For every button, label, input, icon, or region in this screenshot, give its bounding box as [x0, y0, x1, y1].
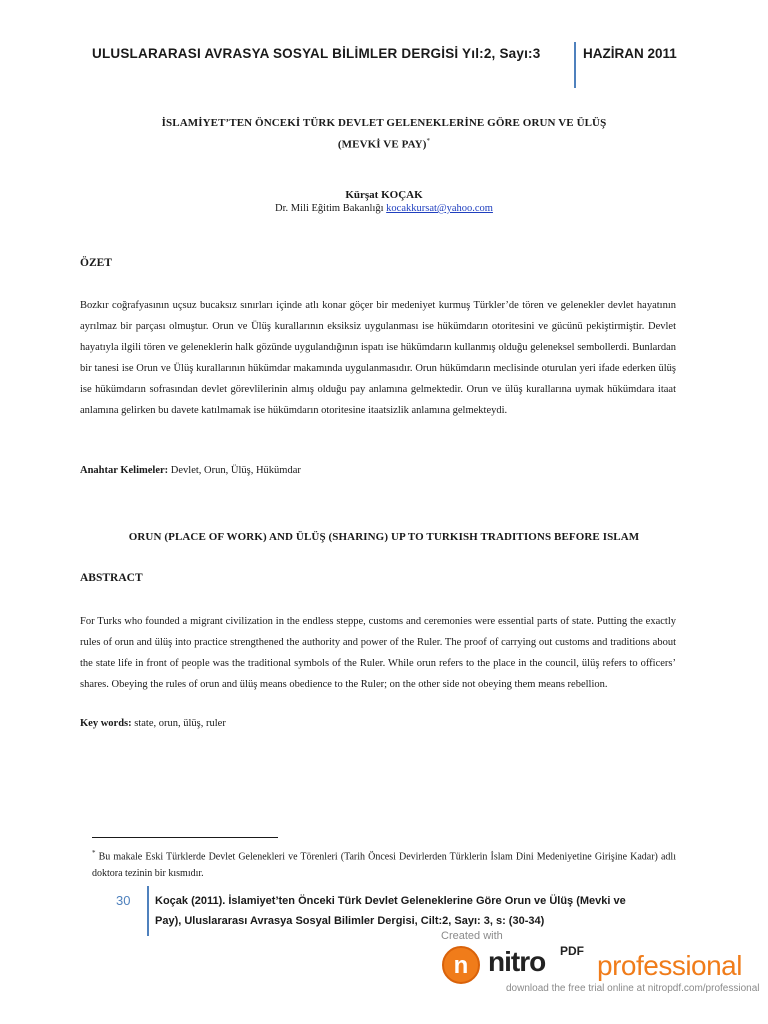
watermark-download[interactable]: download the free trial online at nitropdf.com/professional: [506, 983, 760, 994]
footnote-separator: [92, 837, 278, 838]
footnote-text: Bu makale Eski Türklerde Devlet Gelenekleri ve Törenleri (Tarih Öncesi Devirlerden Türklerin İslam Dini Medeniyetine Girişine Kadar) adlı doktora tezinin bir kısmıdır.: [92, 851, 676, 879]
header-divider: [574, 42, 576, 88]
author-affiliation: [60, 203, 708, 214]
author-name: Kürşat KOÇAK: [345, 189, 423, 201]
affiliation-text: Dr. Mili Eğitim Bakanlığı: [275, 203, 384, 214]
watermark-created-with: Created with: [441, 930, 503, 942]
watermark-nitro: nitro: [488, 946, 546, 977]
article-title-line2: [60, 137, 708, 151]
title-footnote-mark[interactable]: *: [426, 137, 431, 145]
abstract-keywords-label: Key words:: [80, 718, 132, 729]
citation: [155, 891, 675, 931]
abstract-keywords: [80, 718, 226, 729]
title-line2-text: (MEVKİ VE PAY): [337, 138, 427, 151]
watermark-professional: professional: [597, 950, 742, 981]
journal-title: ULUSLARARASI AVRASYA SOSYAL BİLİMLER DERGİSİ Yıl:2, Sayı:3: [92, 46, 541, 61]
abstract-keywords-values: state, orun, ülüş, ruler: [131, 718, 226, 729]
author-email-link[interactable]: kocakkursat@yahoo.com: [386, 203, 493, 214]
issue-date: HAZİRAN 2011: [583, 46, 677, 61]
ozet-keywords-values: Devlet, Orun, Ülüş, Hükümdar: [168, 465, 301, 476]
nitro-logo-icon: [441, 945, 481, 990]
ozet-heading: ÖZET: [80, 257, 112, 269]
ozet-body: Bozkır coğrafyasının uçsuz bucaksız sınırları içinde atlı konar göçer bir medeniyet kurmuş Türkler’de tören ve gelenekler devlet hayatının ayrılmaz bir parçası olmuştur. Orun ve Ülüş kurallarının eksiksiz uygulanması ise hükümdarın otoritesini ve gücünü pekiştirmiştir. Devlet hayatıyla ilgili tören ve geleneklerin halk gözünde uygulandığının ispatı ise hükümdarın kullanmış olduğu geleneksel sembollerdi. Bunlardan bir tanesi ise Orun ve Ülüş kurallarının hükümdar makamında uygulanmasıdır. Orun hükümdarın meclisinde oturulan yeri ifade ederken ülüş ise hükümdarın sofrasından devlet görevlilerinin almış olduğu pay anlamına gelmektedir. Orun ve ülüş kurallarına uymak hükümdara itaat anlamına gelirken bu davete katılmamak ise hükümdarın otoritesine itaatsizlik anlamına gelmekteydi.: [80, 300, 676, 417]
svg-text:n: n: [453, 952, 469, 979]
footnote-mark: *: [92, 849, 96, 857]
watermark-pdf: PDF: [560, 944, 584, 958]
english-title: ORUN (PLACE OF WORK) AND ÜLÜŞ (SHARING) UP TO TURKISH TRADITIONS BEFORE ISLAM: [128, 531, 640, 543]
page-number: 30: [116, 893, 131, 908]
citation-line1: Koçak (2011). İslamiyet’ten Önceki Türk Devlet Geleneklerine Göre Orun ve Ülüş (Mevki ve: [155, 895, 626, 907]
footnote: [92, 845, 676, 882]
abstract-body: For Turks who founded a migrant civilization in the endless steppe, customs and ceremonies were essential parts of state. Putting the exactly rules of orun and ülüş into practice strengthened the authority and power of the Ruler. The proof of carrying out customs and traditions about the state life in front of people was the traditional symbols of the Ruler. While orun refers to the place in the council, ülüş refers to officers’ shares. Obeying the rules of orun and ülüş means obedience to the Ruler; on the other side not obeying them means rebellion.: [80, 616, 676, 690]
ozet-keywords-label: Anahtar Kelimeler:: [80, 465, 169, 476]
ozet-keywords: [80, 465, 301, 476]
article-title-line1: İSLAMİYET’TEN ÖNCEKİ TÜRK DEVLET GELENEKLERİNE GÖRE ORUN VE ÜLÜŞ: [161, 117, 607, 129]
citation-line2: Pay), Uluslararası Avrasya Sosyal Bilimler Dergisi, Cilt:2, Sayı: 3, s: (30-34): [155, 915, 545, 927]
abstract-heading: ABSTRACT: [80, 572, 143, 584]
footer-divider: [147, 886, 149, 936]
